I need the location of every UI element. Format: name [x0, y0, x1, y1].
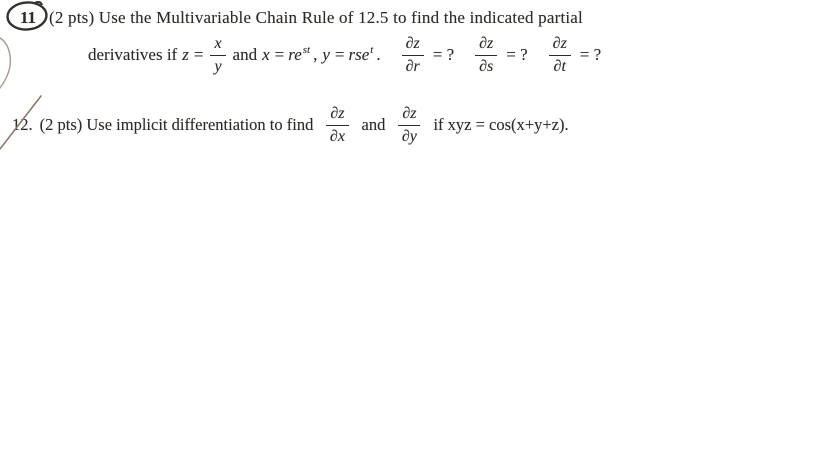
x-expression-base: rest	[288, 44, 311, 64]
y-exponent: t	[370, 44, 374, 56]
fraction-numerator: ∂z	[326, 106, 348, 126]
margin-pen-stroke-icon	[0, 36, 21, 96]
equals-question: = ?	[579, 45, 602, 64]
problem-11-statement-line2	[88, 30, 601, 80]
fraction-denominator: ∂r	[405, 57, 420, 75]
fraction-dz-ds	[475, 36, 497, 75]
period: .	[376, 45, 381, 64]
x-exponent: st	[302, 44, 311, 56]
circled-problem-number	[5, 0, 51, 33]
y-variable: y	[322, 45, 330, 64]
fraction-dz-dr	[402, 36, 424, 75]
problem-12	[12, 98, 569, 152]
fraction-denominator: y	[214, 57, 222, 75]
z-variable: z	[182, 45, 189, 64]
problem-12-number: 12.	[12, 115, 33, 134]
comma: ,	[313, 45, 318, 64]
partial-dz-dt-group	[547, 36, 602, 75]
fraction-dz-dt	[549, 36, 571, 75]
equals-question: = ?	[432, 45, 455, 64]
equals-sign: =	[334, 45, 345, 64]
y-expression-base: rset	[348, 44, 374, 64]
fraction-denominator: ∂y	[401, 127, 417, 145]
problem-12-lead-text: (2 pts) Use implicit differentiation to find	[39, 115, 314, 134]
grading-slash-icon	[0, 92, 48, 154]
line2-lead-text: derivatives if	[88, 45, 178, 64]
x-variable: x	[262, 45, 270, 64]
fraction-dz-dy	[398, 106, 420, 145]
and-word: and	[232, 45, 258, 64]
fraction-numerator: ∂z	[398, 106, 420, 126]
problem-12-tail-text: if xyz = cos(x+y+z).	[433, 115, 569, 134]
fraction-numerator: ∂z	[475, 36, 497, 56]
fraction-dz-dx	[326, 106, 348, 145]
partial-dz-ds-group	[473, 36, 528, 75]
problem-11-number: 11	[19, 7, 37, 27]
and-word: and	[361, 115, 386, 134]
equals-sign: =	[274, 45, 285, 64]
equals-question: = ?	[506, 45, 528, 64]
fraction-numerator: ∂z	[549, 36, 571, 56]
fraction-denominator: ∂t	[553, 57, 566, 75]
equals-sign: =	[193, 45, 204, 64]
fraction-denominator: ∂s	[479, 57, 494, 75]
fraction-denominator: ∂x	[329, 127, 345, 145]
fraction-numerator: ∂z	[402, 36, 424, 56]
partial-dz-dr-group	[400, 36, 455, 75]
fraction-x-over-y	[210, 36, 225, 75]
problem-11-statement-line1: (2 pts) Use the Multivariable Chain Rule of 12.5 to find the indicated partial	[49, 8, 583, 27]
fraction-numerator: x	[210, 36, 225, 56]
